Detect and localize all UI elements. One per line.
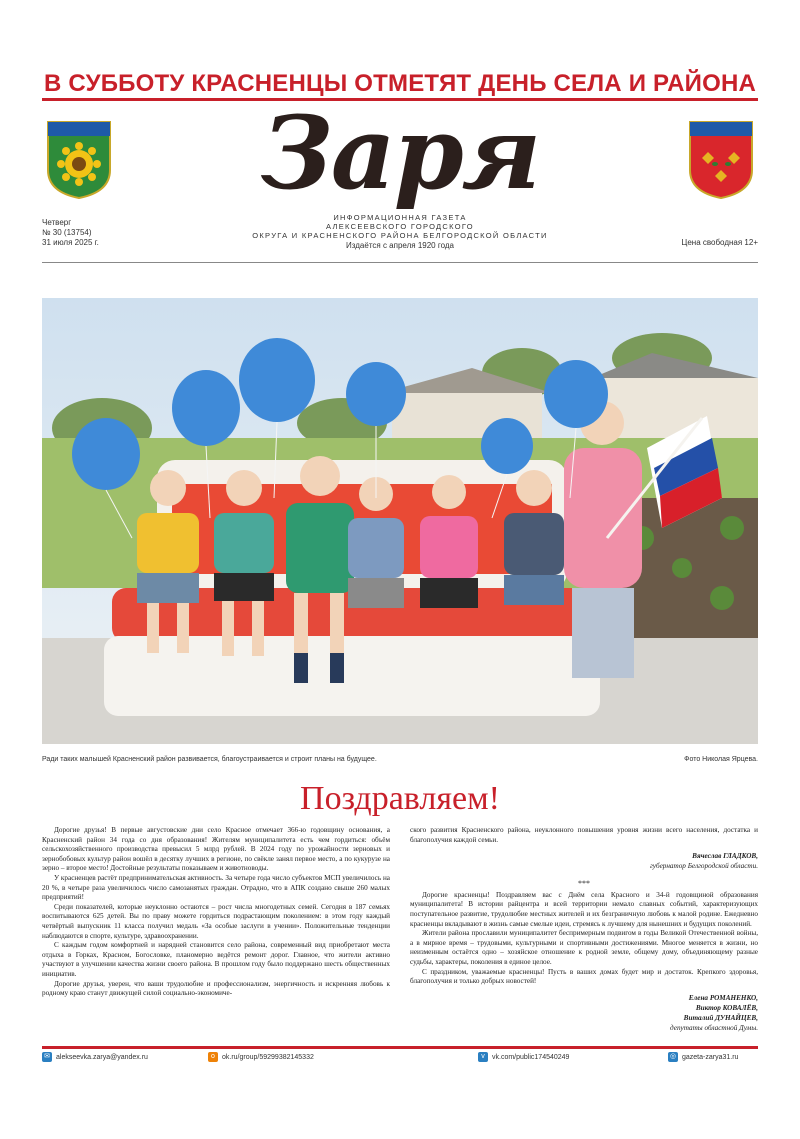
top-headline: В СУББОТУ КРАСНЕНЦЫ ОТМЕТЯТ ДЕНЬ СЕЛА И РАЙОНА — [43, 70, 757, 97]
article-paragraph: Жители района прославили муниципалитет беспримерным подвигом в годы Великой Отечественной войны, а в мирное время – трудовыми, культурными и спортивными достижениями. Многое меняется в жизни, но неизменным остаётся одно – хозяйское отношение к родной земле, общему дому, объединяющему разные судьбы, характеры, поколения в единое целое. — [410, 929, 758, 966]
photo-caption-text: Ради таких малышей Красненский район развивается, благоустраивается и строит планы на будущее. — [42, 756, 377, 763]
mail-icon: ✉ — [42, 1052, 52, 1062]
masthead-title: Заря — [260, 94, 540, 212]
footer-email[interactable]: ✉ alekseevka.zarya@yandex.ru — [42, 1052, 148, 1062]
issue-number: № 30 (13754) — [42, 228, 92, 237]
signature-name: Вячеслав ГЛАДКОВ, — [692, 852, 758, 861]
signature-deputies — [410, 993, 758, 1033]
subtitle-line: ОКРУГА И КРАСНЕНСКОГО РАЙОНА БЕЛГОРОДСКОЙ ОБЛАСТИ — [252, 231, 548, 240]
article-paragraph: Дорогие друзья! В первые августовские дни село Красное отмечает 366-ю годовщину основания, а Красненский район 34 года со дня образования! Жителям муниципалитета есть чем гордиться: объём сельскохозяйственного производства превысил 5 млрд рублей. В 2024 году по урожайности зерновых и зернобобовых культур район вошёл в десятку лучших в регионе, по свёкле занял первое место, а по кукурузе на зерно – второе место! Достойные результаты показываем и животноводы. — [42, 826, 390, 873]
footer-vk[interactable]: v vk.com/public174540249 — [478, 1052, 569, 1062]
article-paragraph: Дорогие друзья, уверен, что ваши трудолюбие и профессионализм, энергичность и искренняя любовь к родному краю станут движущей силой социально-экономиче- — [42, 979, 390, 998]
vk-icon: v — [478, 1052, 488, 1062]
price-label: Цена свободная 12+ — [681, 238, 758, 247]
published-since: Издаётся с апреля 1920 года — [346, 241, 454, 250]
issue-info — [42, 218, 162, 248]
alekseevka-coat-of-arms-icon — [46, 120, 112, 200]
subtitle-line: АЛЕКСЕЕВСКОГО ГОРОДСКОГО — [326, 222, 474, 231]
signature-name: Елена РОМАНЕНКО, — [688, 993, 758, 1002]
signature-role: депутаты областной Думы. — [670, 1023, 758, 1032]
masthead-divider — [42, 262, 758, 263]
article-right-column — [410, 826, 758, 1041]
article-left-column — [42, 826, 390, 999]
masthead-subtitle — [220, 213, 580, 240]
krasnoe-coat-of-arms-icon — [688, 120, 754, 200]
subtitle-line: ИНФОРМАЦИОННАЯ ГАЗЕТА — [333, 213, 467, 222]
front-page-photo — [42, 298, 758, 744]
footer-website[interactable]: ◎ gazeta-zarya31.ru — [669, 1053, 739, 1061]
article-paragraph: С праздником, уважаемые красненцы! Пусть в ваших домах будет мир и достаток. Крепкого здоровья, благополучия и только добрых новостей! — [410, 967, 758, 986]
article-paragraph: ского развития Красненского района, неуклонного повышения уровня жизни всего населения, достатка и благополучия каждой семьи. — [410, 826, 758, 844]
photo-credit: Фото Николая Ярцева. — [684, 756, 758, 763]
signature-name: Виктор КОВАЛЁВ, — [695, 1003, 758, 1012]
congratulations-heading: Поздравляем! — [300, 780, 500, 817]
article-paragraph: Дорогие красненцы! Поздравляем вас с Днём села Красного и 34-й годовщиной образования муниципалитета! В истории райцентра и всей территории немало славных событий, характеризующих поступательное развитие, трудолюбие местных жителей и их безграничную любовь к малой родине. Ежедневно красненцы вкладывают в жизнь самые смелые идеи, стремясь к лучшему для нынешних и будущих поколений. — [410, 890, 758, 928]
article-paragraph: У красненцев растёт предпринимательская активность. За четыре года число субъектов МСП увеличилось на 20 %, в четыре раза увеличилось число самозанятых граждан. Отрадно, что в АПК создано свыше 260 малых предприятий! — [42, 873, 390, 902]
web-icon: ◎ — [669, 1053, 677, 1060]
photo-caption — [42, 756, 758, 763]
article-paragraph: Среди показателей, которые неуклонно остаются – рост числа многодетных семей. Сегодня в 187 семьях воспитываются 625 детей. Вы по праву можете гордиться подрастающим поколением: в этом году каждый четвёртый выпускник 11 класса получил медаль «За особые заслуги в учении». Положительные тенденции наблюдаются в спорте, культуре, здравоохранении. — [42, 902, 390, 940]
footer-contacts — [42, 1052, 758, 1066]
section-separator: *** — [578, 879, 590, 889]
footer-ok[interactable]: o ok.ru/group/59299382145332 — [208, 1052, 314, 1062]
footer-divider — [42, 1046, 758, 1049]
signature-name: Виталий ДУНАЙЦЕВ, — [683, 1013, 758, 1022]
issue-date: 31 июля 2025 г. — [42, 238, 99, 247]
article-paragraph: С каждым годом комфортней и нарядней становится село района, современный вид приобретают места отдыха в Горках, Красном, Богословке, планомерно ведётся ремонт дорог. Главное, что жители активно участвуют в улучшении качества жизни своего района. В прошлом году было поддержано шесть общественных инициатив. — [42, 941, 390, 978]
signature-role: губернатор Белгородской области. — [649, 862, 758, 871]
signature-governor — [410, 851, 758, 871]
ok-icon: o — [208, 1052, 218, 1062]
issue-day: Четверг — [42, 218, 72, 227]
